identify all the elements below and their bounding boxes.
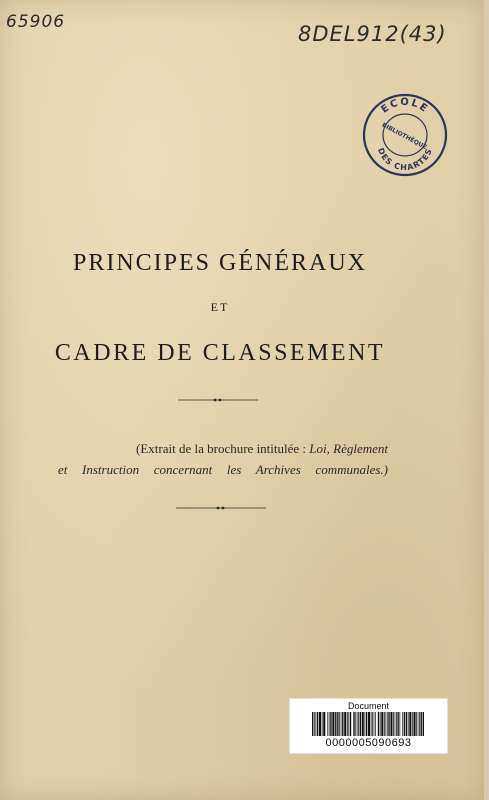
barcode-bar — [414, 712, 416, 736]
barcode-bar — [330, 712, 331, 736]
library-stamp — [361, 92, 449, 178]
barcode-bar — [362, 712, 364, 736]
barcode-bar — [341, 712, 342, 736]
barcode-bar — [360, 712, 361, 736]
barcode-bar — [372, 712, 373, 736]
extract-line1 — [58, 438, 388, 459]
barcode-bar — [317, 712, 318, 736]
extract-note — [58, 438, 388, 480]
stamp-text-bibliotheque: BIBLIOTHÈQUE — [380, 121, 428, 152]
barcode-bar — [418, 712, 419, 736]
scan-edge — [484, 0, 489, 800]
ornamental-rule-bottom — [176, 506, 266, 510]
barcode-bar — [365, 712, 366, 736]
barcode-bar — [339, 712, 340, 736]
handwritten-shelfmark: 8DEL912(43) — [298, 22, 447, 46]
extract-line1-roman: (Extrait de la brochure intitulée : — [136, 441, 310, 456]
barcode-bar — [396, 712, 397, 736]
barcode-bar — [386, 712, 387, 736]
extract-line1-italic: Loi, Règlement — [309, 441, 388, 456]
barcode-bar — [337, 712, 338, 736]
main-title-line1: PRINCIPES GÉNÉRAUX — [72, 250, 368, 276]
barcode-bar — [312, 712, 313, 736]
barcode-bar — [375, 712, 376, 736]
barcode-bar — [358, 712, 359, 736]
barcode-bar — [388, 712, 389, 736]
barcode-bar — [327, 712, 328, 736]
barcode-bar — [393, 712, 394, 736]
barcode-bar — [390, 712, 392, 736]
barcode-bar — [404, 712, 405, 736]
barcode-bar — [344, 712, 346, 736]
barcode-bar — [374, 712, 375, 736]
barcode-bar — [409, 712, 411, 736]
barcode-bar — [329, 712, 330, 736]
barcode-bar — [355, 712, 356, 736]
ornamental-rule-top — [178, 398, 258, 402]
barcode-bar — [371, 712, 372, 736]
barcode-bar — [397, 712, 398, 736]
barcode-bar — [319, 712, 321, 736]
barcode-bar — [423, 712, 424, 736]
barcode-bars — [312, 712, 425, 736]
barcode-bar — [357, 712, 358, 736]
handwritten-inventory-number: 65906 — [6, 12, 66, 32]
barcode-bar — [408, 712, 409, 736]
stamp-text-des-chartes: DES CHARTES — [375, 146, 435, 173]
barcode-bar — [412, 712, 413, 736]
barcode-bar — [380, 712, 381, 736]
barcode-bar — [402, 712, 403, 736]
barcode-bar — [342, 712, 343, 736]
barcode-bar — [395, 712, 396, 736]
barcode-bar — [406, 712, 407, 736]
barcode-bar — [314, 712, 315, 736]
barcode-bar — [316, 712, 317, 736]
barcode-number: 0000005090693 — [325, 737, 412, 749]
title-conjunction: ET — [210, 300, 230, 314]
barcode-bar — [366, 712, 367, 736]
barcode-bar — [381, 712, 383, 736]
barcode-label: Document — [347, 701, 390, 711]
barcode-bar — [384, 712, 385, 736]
barcode-bar — [416, 712, 417, 736]
svg-text:DES CHARTES — [376, 147, 434, 172]
barcode-bar — [387, 712, 388, 736]
barcode-bar — [332, 712, 334, 736]
barcode-bar — [378, 712, 379, 736]
barcode-bar — [419, 712, 420, 736]
stamp-text-ecole: ECOLE — [379, 96, 431, 116]
barcode-bar — [400, 712, 401, 736]
barcode-bar — [348, 712, 349, 736]
barcode-bar — [323, 712, 325, 736]
barcode-sticker — [289, 698, 448, 754]
barcode-bar — [421, 712, 422, 736]
barcode-bar — [368, 712, 370, 736]
extract-line2: et Instruction concernant les Archives communales.) — [58, 462, 388, 477]
barcode-bar — [335, 712, 336, 736]
main-title-line2: CADRE DE CLASSEMENT — [54, 340, 386, 366]
barcode-bar — [322, 712, 323, 736]
barcode-bar — [347, 712, 348, 736]
barcode-bar — [353, 712, 354, 736]
barcode-bar — [350, 712, 351, 736]
